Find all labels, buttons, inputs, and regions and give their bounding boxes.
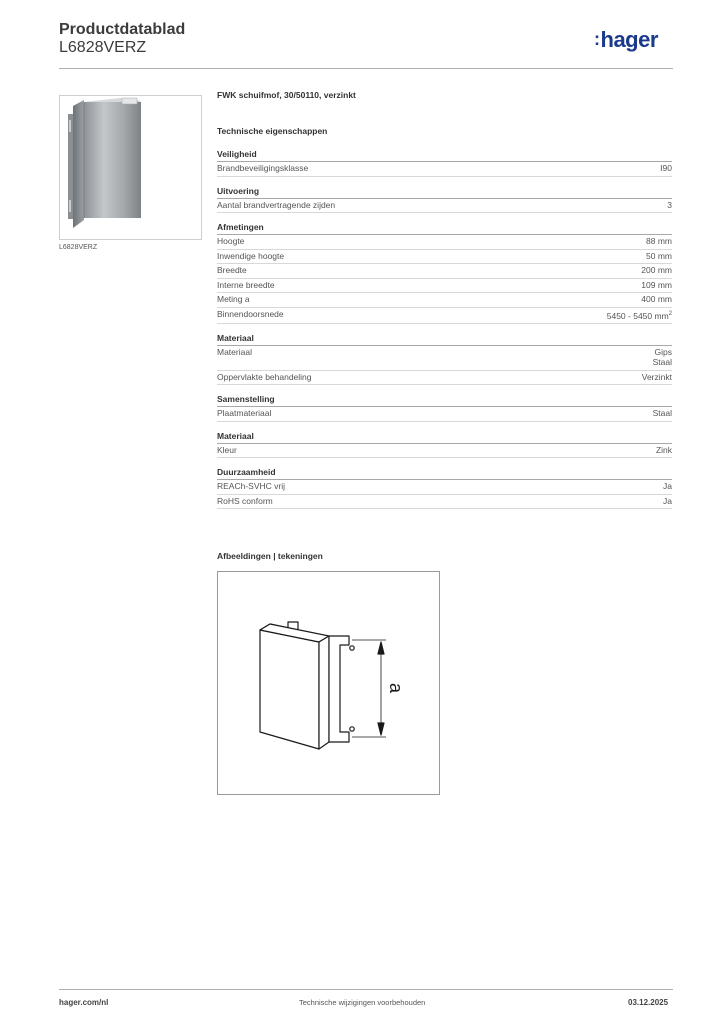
product-photo-illustration	[60, 96, 201, 239]
header-divider	[59, 68, 673, 69]
hager-logo[interactable]	[594, 27, 658, 53]
spec-value: 3	[667, 199, 672, 210]
spec-label: Breedte	[217, 265, 247, 275]
spec-label: Plaatmateriaal	[217, 408, 272, 419]
tech-heading: Technische eigenschappen	[217, 126, 328, 136]
spec-value: Verzinkt	[641, 371, 672, 382]
spec-label: Oppervlakte behandeling	[217, 371, 312, 382]
logo-colon-icon: :	[594, 29, 600, 49]
spec-row	[217, 495, 672, 510]
spec-value: Staal	[652, 357, 672, 368]
dimension-label: a	[386, 682, 406, 694]
section-title: Veiligheid	[217, 149, 672, 162]
spec-label: Brandbeveiligingsklasse	[217, 163, 309, 173]
spec-value: 88 mm	[646, 236, 672, 246]
spec-row	[217, 480, 672, 495]
spec-row	[217, 346, 672, 371]
spec-value: 200 mm	[641, 265, 672, 275]
spec-content	[217, 90, 672, 509]
spec-row	[217, 235, 672, 250]
spec-value-multi	[653, 347, 672, 368]
section-veiligheid	[217, 149, 672, 177]
spec-label: Interne breedte	[217, 279, 275, 290]
section-materiaal-2	[217, 431, 672, 459]
spec-row	[217, 162, 672, 177]
spec-row	[217, 199, 672, 214]
spec-row	[217, 371, 672, 386]
spec-value: Ja	[663, 481, 672, 492]
spec-value: 109 mm	[641, 279, 672, 290]
section-samenstelling	[217, 394, 672, 422]
spec-row	[217, 279, 672, 294]
spec-row	[217, 264, 672, 279]
section-duurzaamheid	[217, 467, 672, 509]
photo-caption: L6828VERZ	[59, 244, 98, 251]
spec-label: RoHS conform	[217, 495, 273, 506]
spec-label: Kleur	[217, 444, 237, 455]
spec-label: Binnendoorsnede	[217, 308, 284, 319]
spec-label: Meting a	[217, 294, 250, 304]
footer-date: 03.12.2025	[628, 998, 669, 1007]
footer-website-link[interactable]: hager.com/nl	[59, 998, 109, 1007]
spec-row	[217, 308, 672, 324]
spec-label: Aantal brandvertragende zijden	[217, 199, 336, 210]
spec-value: 400 mm	[641, 294, 672, 304]
spec-value: I90	[660, 163, 672, 173]
spec-value	[607, 309, 672, 321]
spec-value: Ja	[663, 495, 672, 506]
spec-label: Inwendige hoogte	[217, 250, 285, 261]
section-title: Uitvoering	[217, 186, 672, 199]
spec-row	[217, 444, 672, 459]
spec-row	[217, 407, 672, 422]
section-title: Samenstelling	[217, 394, 672, 407]
page-title: Productdatablad	[59, 21, 186, 38]
spec-row	[217, 250, 672, 265]
section-afmetingen	[217, 222, 672, 324]
section-title: Materiaal	[217, 333, 672, 346]
section-uitvoering	[217, 186, 672, 214]
section-materiaal	[217, 333, 672, 386]
spec-value: Gips	[654, 346, 672, 357]
spec-value: Zink	[655, 444, 672, 455]
spec-label: Hoogte	[217, 236, 245, 246]
spec-value-text: 5450 - 5450 mm	[606, 310, 669, 321]
footer-divider	[59, 989, 673, 990]
spec-row	[217, 293, 672, 308]
section-title: Materiaal	[217, 431, 672, 444]
logo-text: hager	[600, 27, 658, 52]
footer-notice: Technische wijzigingen voorbehouden	[299, 998, 426, 1007]
spec-value-superscript: 2	[668, 310, 672, 317]
spec-label: REACh-SVHC vrij	[217, 481, 286, 492]
product-photo	[59, 95, 202, 240]
section-title: Duurzaamheid	[217, 467, 672, 480]
spec-value: Staal	[652, 408, 672, 419]
dimension-drawing	[218, 572, 439, 794]
section-title: Afmetingen	[217, 222, 672, 235]
spec-value: 50 mm	[646, 250, 672, 261]
product-code: L6828VERZ	[59, 39, 147, 56]
drawings-heading: Afbeeldingen | tekeningen	[217, 551, 323, 561]
spec-label: Materiaal	[217, 346, 252, 357]
technical-drawing	[217, 571, 440, 795]
product-description: FWK schuifmof, 30/50110, verzinkt	[217, 90, 356, 100]
